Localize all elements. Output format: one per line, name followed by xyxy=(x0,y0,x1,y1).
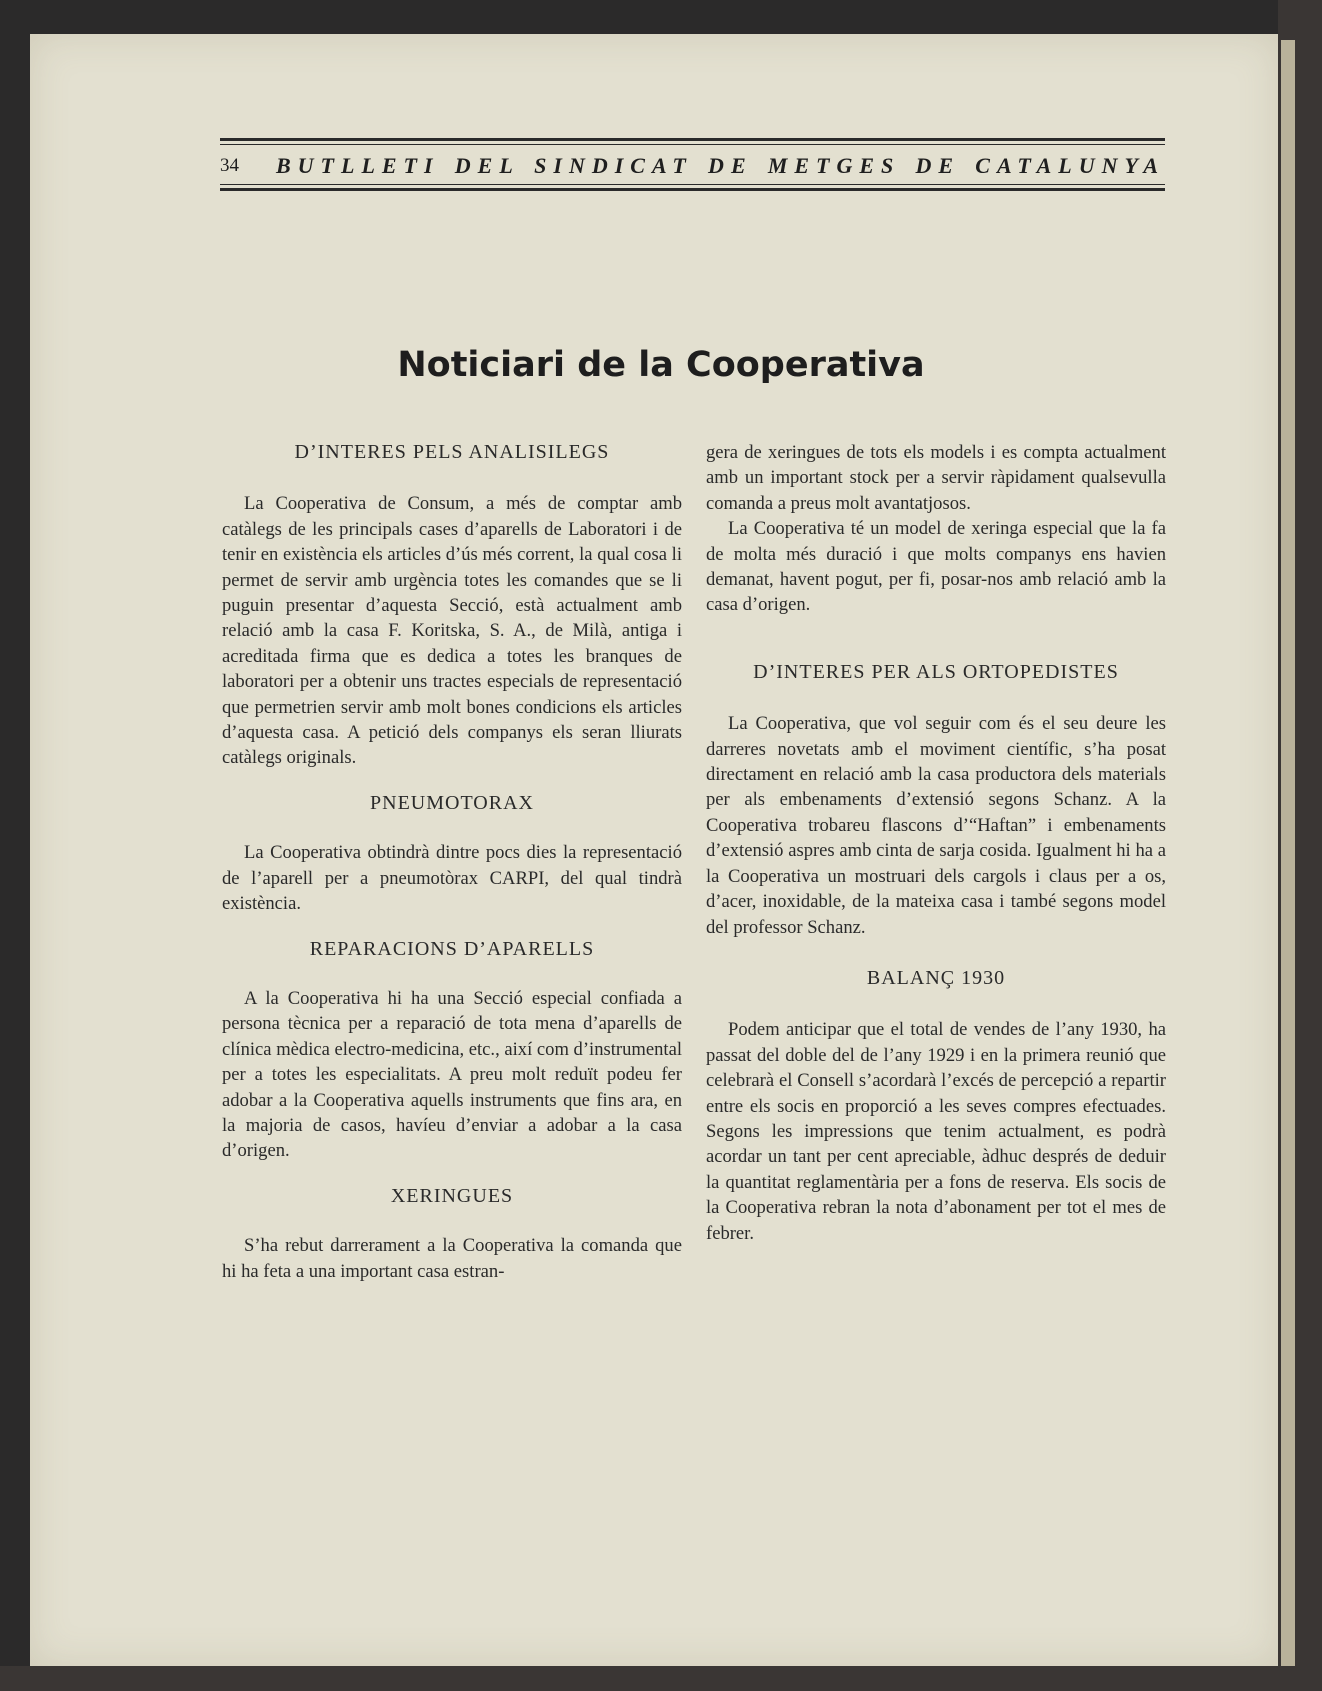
paragraph: gera de xeringues de tots els models i es compta actualment amb un important stock per a servir ràpidament qualsevulla comanda a preus molt avantatjosos. xyxy=(706,442,1166,514)
left-column xyxy=(222,440,682,1284)
section-heading: D’INTERES PELS ANALISILEGS xyxy=(294,441,610,463)
paragraph: S’ha rebut darrerament a la Cooperativa la comanda que hi ha feta a una important casa estran- xyxy=(222,1235,682,1282)
section-heading: BALANÇ 1930 xyxy=(866,966,1006,989)
section-heading: REPARACIONS D’APARELLS xyxy=(309,937,595,960)
section-heading: XERINGUES xyxy=(390,1184,514,1207)
running-header xyxy=(220,138,1165,192)
paragraph: La Cooperativa de Consum, a més de comptar amb catàlegs de les principals cases d’aparells de Laboratori i de tenir en existència els articles d’ús més corrent, la qual cosa li permet de servir amb urgència totes les comandes que se li puguin presentar d’aquesta Secció, està actualment amb relació amb la casa F. Koritska, S. A., de Milà, antiga i acreditada firma que es dedica a totes les branques de laboratori per a obtenir uns tractes especials de representació que permetrien servir amb molt bones condicions els articles d’aquesta casa. A petició dels companys els seran lliurats catàlegs originals. xyxy=(222,493,682,769)
paragraph: La Cooperativa, que vol seguir com és el seu deure les darreres novetats amb el moviment científic, s’ha posat directament en relació amb la casa productora dels materials per als embenaments d’extensió segons Schanz. A la Cooperativa trobareu flascons d’“Haftan” i embenaments d’extensió aspres amb cinta de sarja cosida. Igualment hi ha a la Cooperativa un mostruari dels cargols i claus per a os, d’acer, inoxidable, de la mateixa casa i també segons model del professor Schanz. xyxy=(706,713,1166,938)
header-rule xyxy=(220,138,1165,141)
paragraph: La Cooperativa obtindrà dintre pocs dies la representació de l’aparell per a pneumotòrax CARPI, del qual tindrà existència. xyxy=(222,842,682,915)
page-edge-bottom xyxy=(0,1666,1322,1691)
header-rule xyxy=(220,188,1165,191)
header-rule xyxy=(220,184,1165,185)
section-heading: D’INTERES PER ALS ORTOPEDISTES xyxy=(753,660,1119,683)
page-title: Noticiari de la Cooperativa xyxy=(397,345,925,385)
paragraph: Podem anticipar que el total de vendes de l’any 1930, ha passat del doble del de l’any 1929 i en la primera reunió que celebrarà el Consell s’acordarà l’excés de percepció a repartir entre els socis en proporció a les seves compres efectuades. Segons les impressions que tenim actualment, es podrà acordar un tant per cent apreciable, àdhuc després de deduir la quantitat reglamentària per a fons de reserva. Els socis de la Cooperativa rebran la nota d’abonament per tot el mes de febrer. xyxy=(706,1019,1166,1244)
running-title: BUTLLETI DEL SINDICAT DE METGES DE CATALUNYA xyxy=(276,153,1165,178)
header-rule xyxy=(220,144,1165,145)
page-edge-strip xyxy=(1281,40,1295,1670)
section-heading: PNEUMOTORAX xyxy=(370,791,534,814)
page-number: 34 xyxy=(220,155,239,176)
paragraph: A la Cooperativa hi ha una Secció especial confiada a persona tècnica per a reparació de tota mena d’aparells de clínica mèdica electro-medicina, etc., així com d’instrumental per a totes les especialitats. A preu molt reduït podeu fer adobar a la Cooperativa aquells instruments que fins ara, en la majoria de casos, havíeu d’enviar a adobar a la casa d’origen. xyxy=(222,987,682,1162)
right-column xyxy=(706,440,1166,1246)
header-row xyxy=(220,152,1165,180)
paragraph: La Cooperativa té un model de xeringa especial que la fa de molta més duració i que molts companys ens havien demanat, havent pogut, per fi, posar-nos amb relació amb la casa d’origen. xyxy=(706,518,1166,616)
